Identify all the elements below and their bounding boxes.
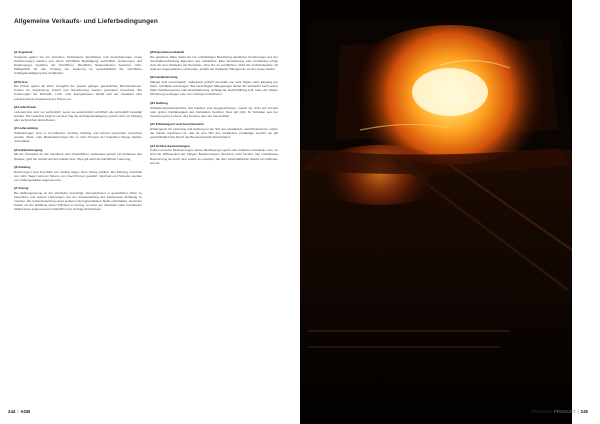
forge-photo: [300, 0, 572, 424]
section-heading: §5 Gefahrübergang: [14, 147, 43, 152]
section-heading: §9 Gewährleistung: [150, 75, 178, 80]
terms-section: [14, 165, 142, 182]
terms-section: [14, 80, 142, 101]
section-heading: §12 Schlussbestimmungen: [150, 143, 190, 148]
terms-column-right: [150, 50, 278, 169]
page-footer-left: [8, 409, 30, 414]
glow-core: [412, 68, 488, 116]
section-text: Teillieferungen sind in zumutbarem Umfang zulässig und können gesondert berechnet werden. Mehr- oder Minderlieferungen bis zu zehn Prozent der bestellten Menge bleiben vorbehalten.: [14, 131, 142, 144]
page-number: 244: [8, 409, 16, 414]
section-text: Mit der Übergabe an den Spediteur oder Frachtführer, spätestens jedoch mit Verlassen des Werkes, geht die Gefahr auf den Käufer über. Dies gilt auch bei frachtfreier Lieferung.: [14, 152, 142, 161]
terms-section: [14, 126, 142, 143]
section-text: Liefertermine sind nur verbindlich, wenn sie ausdrücklich schriftlich als verbindlich bestätigt wurden. Die Lieferfrist beginnt mit dem Tag der Auftragsbestätigung, jedoch nicht vor Klärung aller technischen Einzelheiten.: [14, 109, 142, 122]
section-heading: §3 Lieferfristen: [14, 105, 37, 109]
section-label-bold: PRODUKT: [530, 409, 553, 414]
section-heading: §11 Erfüllungsort und Gerichtsstand: [150, 122, 204, 127]
terms-section: [150, 122, 278, 139]
section-heading: §4 Lieferumfang: [14, 126, 38, 131]
page-number: 245: [580, 409, 588, 414]
terms-column-left: [14, 50, 142, 216]
section-text: Erfüllungsort für Lieferung und Zahlung ist der Sitz des Verkäufers. Gerichtsstand ist, sofern der Käufer Kaufmann ist, das für den Sitz des Verkäufers zuständige Gericht. Es gilt ausschließlich das Recht der Bundesrepublik Deutschland.: [150, 126, 278, 140]
section-heading: §1 Angebote: [14, 50, 33, 54]
section-heading: §7 Verzug: [14, 186, 29, 191]
section-heading: §6 Zahlung: [14, 164, 31, 169]
terms-section: [150, 50, 278, 71]
footer-separator: |: [17, 409, 19, 414]
section-label: AGB: [20, 409, 31, 414]
section-text: Angebote gelten bis zur Annahme freibleibend. Abschlüsse und Vereinbarungen sowie Zusicherungen werden erst durch schriftliche Bestätigung verbindlich. Änderungen und Ergänzungen bedürfen der Schriftform. Mündliche Nebenabreden bestehen nicht. Maßgeblich für den Umfang der Lieferung ist ausschließlich die schriftliche Auftragsbestätigung des Verkäufers.: [14, 54, 142, 76]
section-text: Schadensersatzansprüche des Käufers sind ausgeschlossen, soweit sie nicht auf Vorsatz oder grober Fahrlässigkeit des Verkäufers beruhen. Dies gilt nicht für Schäden aus der Verletzung des Lebens, des Körpers oder der Gesundheit.: [150, 105, 278, 118]
terms-section: [14, 50, 142, 75]
section-text: Mängel sind unverzüglich, spätestens jedoch innerhalb von acht Tagen nach Eingang der Ware, schriftlich anzuzeigen. Bei berechtigten Mängelrügen leistet der Verkäufer nach seiner Wahl Nachbesserung oder Ersatzlieferung. Schlägt die Nacherfüllung fehl, kann der Käufer Minderung verlangen oder vom Vertrag zurücktreten.: [150, 80, 278, 97]
section-text: Die Preise gelten ab Werk zuzüglich der jeweils gültigen gesetzlichen Mehrwertsteuer. Kosten für Verpackung, Fracht und Versicherung werden gesondert berechnet. Bei Änderungen der Rohstoff-, Lohn- oder Energiekosten behält sich der Verkäufer eine entsprechende Anpassung der Preise vor.: [14, 84, 142, 101]
forge-illustration: [300, 0, 572, 424]
terms-section: [14, 148, 142, 161]
terms-section: [14, 105, 142, 122]
section-text: Sollten einzelne Bestimmungen dieser Bedingungen ganz oder teilweise unwirksam sein, so wird die Wirksamkeit der übrigen Bestimmungen hierdurch nicht berührt. Die unwirksame Bestimmung ist durch eine solche zu ersetzen, die dem wirtschaftlichen Zweck am nächsten kommt.: [150, 148, 278, 165]
document-title: Allgemeine Verkaufs- und Lieferbedingungen: [14, 18, 158, 25]
page-footer-right: [531, 409, 588, 414]
section-text: Rechnungen sind innerhalb von dreißig Tagen ohne Abzug zahlbar. Bei Zahlung innerhalb von zehn Tagen wird ein Skonto von zwei Prozent gewährt. Wechsel und Schecks werden nur erfüllungshalber angenommen.: [14, 169, 142, 182]
terms-section: [14, 186, 142, 211]
section-heading: §10 Haftung: [150, 100, 168, 105]
section-text: Bei Zahlungsverzug ist der Verkäufer berechtigt, Verzugszinsen in gesetzlicher Höhe zu berechnen und weitere Lieferungen von der Vorauszahlung des Kaufpreises abhängig zu machen. Die Geltendmachung eines weiteren Verzugsschadens bleibt vorbehalten. Gerät der Käufer mit der Erfüllung seiner Pflichten in Verzug, so kann der Verkäufer nach fruchtlosem Ablauf einer angemessenen Nachfrist vom Vertrag zurücktreten.: [14, 191, 142, 212]
section-label-light: PRODUCT: [553, 409, 576, 414]
terms-section: [150, 75, 278, 96]
section-heading: §8 Eigentumsvorbehalt: [150, 50, 185, 54]
section-heading: §2 Preise: [14, 79, 28, 84]
section-text: Die gelieferte Ware bleibt bis zur vollständigen Bezahlung sämtlicher Forderungen aus der Geschäftsverbindung Eigentum des Verkäufers. Eine Verarbeitung oder Umbildung erfolgt stets für den Verkäufer als Hersteller, ohne ihn zu verpflichten. Wird die Vorbehaltsware mit anderen Gegenständen verbunden, erwirbt der Verkäufer Miteigentum an der neuen Sache.: [150, 54, 278, 71]
terms-section: [150, 101, 278, 118]
terms-section: [150, 144, 278, 165]
footer-separator: |: [577, 409, 579, 414]
